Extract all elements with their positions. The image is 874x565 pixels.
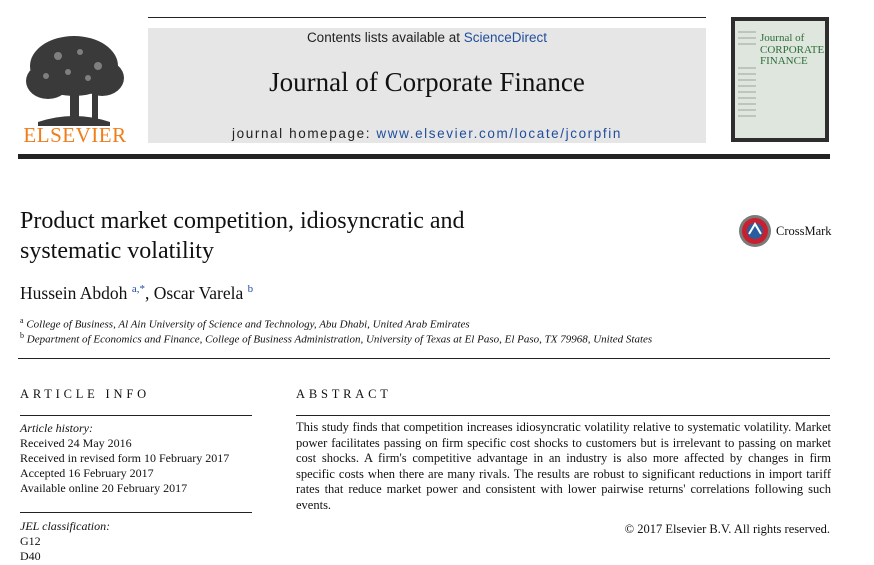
abstract-rule xyxy=(296,415,830,416)
cover-title-line: CORPORATE xyxy=(760,43,825,56)
abstract-text: This study finds that competition increases idiosyncratic volatility relative to systematic volatility. Market power facilitates passing on firm specific cost shocks to customers but is irrelevant to passing on market cost shocks. A firm's competitive advantage in an industry is also more affected by changes in firm specific costs when there are many rivals. The results are robust to significant reductions in import tariff rates that reduce market power and consistent with lower pairwise returns' correlations following such events. xyxy=(296,420,831,512)
contents-prefix: Contents lists available at xyxy=(306,30,464,45)
history-item: Available online 20 February 2017 xyxy=(20,481,188,495)
copyright-notice: © 2017 Elsevier B.V. All rights reserved. xyxy=(624,522,830,536)
crossmark-label[interactable]: CrossMark xyxy=(776,224,832,238)
author-affiliation-mark[interactable]: b xyxy=(247,283,254,296)
author-name[interactable]: Hussein Abdoh xyxy=(20,283,128,303)
affiliation-a xyxy=(20,316,470,331)
jel-code: G12 xyxy=(20,534,41,548)
contents-line xyxy=(148,30,706,45)
cover-journal-title xyxy=(760,33,826,68)
affiliation-b xyxy=(20,331,652,346)
publisher-wordmark: ELSEVIER xyxy=(23,123,127,147)
author-affiliation-mark[interactable]: a,* xyxy=(131,283,145,296)
affiliation-rule xyxy=(18,358,830,359)
history-item: Accepted 16 February 2017 xyxy=(20,466,154,480)
article-info-rule xyxy=(20,415,252,416)
jel-rule xyxy=(20,512,252,513)
affiliation-text: Department of Economics and Finance, College of Business Administration, University of Texas at El Paso, El Paso, TX 79968, United States xyxy=(26,333,653,346)
article-info-heading: ARTICLE INFO xyxy=(20,387,150,401)
cover-title-line: FINANCE xyxy=(760,55,808,67)
sciencedirect-link[interactable]: ScienceDirect xyxy=(463,30,548,45)
affiliation-mark: a xyxy=(20,316,24,325)
history-item: Received 24 May 2016 xyxy=(20,436,132,450)
history-item: Received in revised form 10 February 2017 xyxy=(20,451,230,465)
history-label: Article history: xyxy=(20,421,93,435)
crossmark-icon[interactable] xyxy=(738,214,772,248)
author-name[interactable]: Oscar Varela xyxy=(153,283,244,303)
cover-text-lines-icon xyxy=(738,28,758,133)
affiliation-text: College of Business, Al Ain University of Science and Technology, Abu Dhabi, United Arab Emirates xyxy=(26,318,470,331)
jel-code: D40 xyxy=(20,549,41,563)
header-bottom-rule xyxy=(18,154,830,159)
article-title-line2: systematic volatility xyxy=(20,238,214,264)
journal-homepage xyxy=(148,126,706,141)
header-top-rule xyxy=(148,17,706,18)
affiliation-mark: b xyxy=(20,331,24,340)
article-history xyxy=(20,421,229,496)
jel-label: JEL classification: xyxy=(20,519,111,533)
author-list xyxy=(20,283,253,304)
author-separator: , xyxy=(144,283,154,303)
article-title xyxy=(20,206,580,266)
journal-title: Journal of Corporate Finance xyxy=(269,67,585,97)
article-title-line1: Product market competition, idiosyncratic and xyxy=(20,208,465,234)
jel-classification xyxy=(20,519,110,564)
homepage-label: journal homepage: xyxy=(232,126,377,141)
homepage-link[interactable]: www.elsevier.com/locate/jcorpfin xyxy=(376,126,622,141)
cover-title-line: Journal of xyxy=(760,32,805,44)
abstract-heading: ABSTRACT xyxy=(296,387,392,401)
